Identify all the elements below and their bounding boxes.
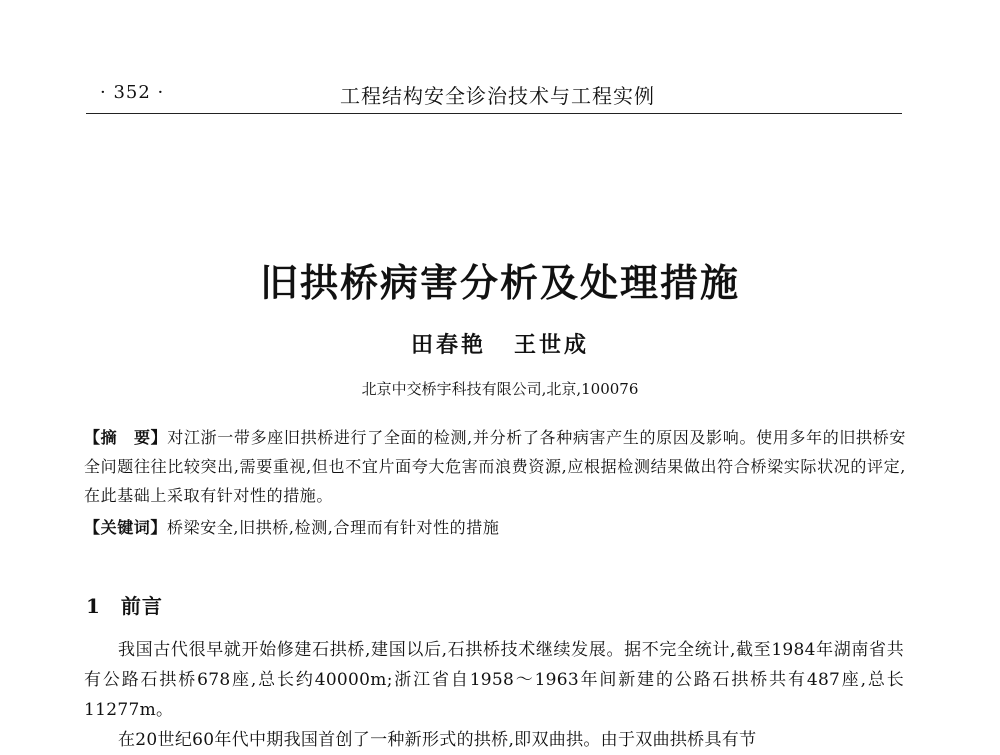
page-number: · 352 ·: [100, 82, 165, 103]
section-number: 1: [86, 594, 101, 618]
keywords: [84, 513, 906, 542]
author-name: 田春艳: [410, 332, 486, 358]
section-title: 前言: [120, 594, 163, 618]
header-divider: [86, 113, 902, 114]
article-title: 旧拱桥病害分析及处理措施: [259, 260, 740, 305]
author-list: [0, 328, 1000, 359]
keywords-text: 桥梁安全,旧拱桥,检测,合理而有针对性的措施: [167, 518, 500, 537]
keywords-label: 【关键词】: [84, 518, 168, 537]
abstract: [84, 423, 906, 510]
author-affiliation: 北京中交桥宇科技有限公司,北京,100076: [361, 380, 639, 398]
section-body: [84, 635, 904, 755]
page-header: [86, 78, 902, 112]
body-paragraph: 我国古代很早就开始修建石拱桥,建国以后,石拱桥技术继续发展。据不完全统计,截至1984年湖南省共有公路石拱桥678座,总长约40000m;浙江省自1958～1963年间新建的公路石拱桥共有487座,总长11277m。: [84, 640, 904, 720]
running-title: 工程结构安全诊治技术与工程实例: [340, 84, 655, 108]
abstract-text: 对江浙一带多座旧拱桥进行了全面的检测,并分析了各种病害产生的原因及影响。使用多年的旧拱桥安全问题往往比较突出,需要重视,但也不宜片面夸大危害而浪费资源,应根据检测结果做出符合桥梁实际状况的评定,在此基础上采取有针对性的措施。: [84, 428, 906, 505]
section-heading: [86, 590, 163, 619]
abstract-label: 【摘 要】: [84, 428, 168, 447]
body-paragraph: 在20世纪60年代中期我国首创了一种新形式的拱桥,即双曲拱。由于双曲拱桥具有节: [118, 730, 757, 750]
author-name: 王世成: [514, 332, 590, 358]
